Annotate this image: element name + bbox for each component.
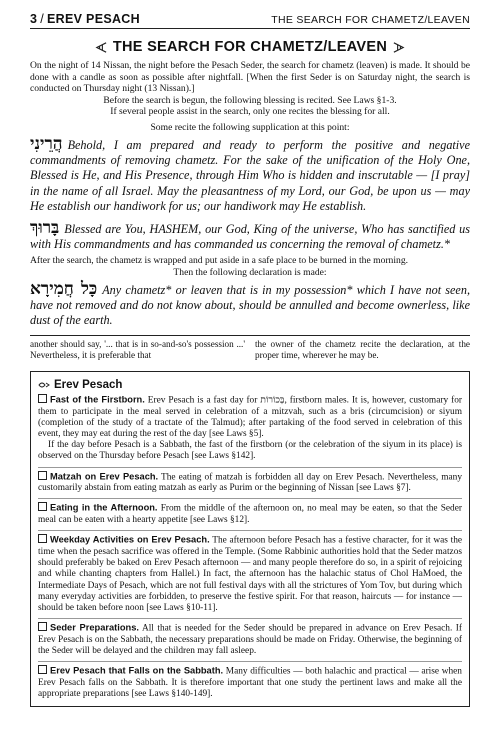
intro-paragraph: On the night of 14 Nissan, the night before the Pesach Seder, the search for chametz (leaven) is made. It should be done with a candle as soon as possible after nightfall. [When the first Seder is on Saturday night, the search is conducted on Thursday night (13 Nissan).]	[30, 60, 470, 95]
running-header	[30, 12, 470, 29]
law-text: The eating of matzah is forbidden all day on Erev Pesach. Nevertheless, many customarily abstain from eating matzah as early as Purim or the beginning of Nissan [see Laws §7].	[38, 472, 462, 494]
checkbox-square-icon	[38, 502, 47, 511]
law-text: Erev Pesach is a fast day for בְּכוֹרוֹת, firstborn males. It is, however, customary for them to participate in the meal served in celebration of a mitzvah, such as a bris (circumcision) or siyum (completion of the study of a tractate of the Talmud); after partaking of the food served in celebration of this event, they may eat during the rest of the day [see Laws §5].	[38, 395, 462, 439]
law-extra: If the day before Pesach is a Sabbath, the fast of the firstborn (or the celebration of the siyum in its place) is observed on the Thursday before Pesach [see Laws §142].	[38, 440, 462, 462]
checkbox-square-icon	[38, 394, 47, 403]
hebrew-word: כָּל חֲמִירָא	[30, 278, 98, 299]
law-text: Many difficulties — both halachic and practical — arise when Erev Pesach falls on the Sabbath. It is therefore important that one study the pertinent laws and make all the appropriate preparations [see Laws §140-149].	[38, 666, 462, 700]
after-search-note: After the search, the chametz is wrapped and put aside in a safe place to be burned in the morning.	[30, 255, 409, 267]
law-heading: Weekday Activities on Erev Pesach.	[50, 534, 210, 545]
hebrew-word: הֲרֵינִי	[30, 133, 63, 154]
law-item-fast-firstborn	[38, 394, 462, 463]
footnote-left: another should say, '... that is in so-and-so's possession ...' Nevertheless, it is preferable that	[30, 338, 245, 360]
intro-blessing-note: Before the search is begun, the following blessing is recited. See Laws §1-3.	[103, 94, 397, 106]
law-item-matzah	[38, 471, 462, 495]
footnote-divider	[30, 335, 470, 336]
prayer-hareini	[30, 133, 470, 215]
header-running-title: THE SEARCH FOR CHAMETZ/LEAVEN	[271, 14, 470, 26]
law-item-eating-afternoon	[38, 502, 462, 526]
page-title: THE SEARCH FOR CHAMETZ/LEAVEN	[112, 39, 388, 55]
law-text: The afternoon before Pesach has a festive character, for it was the time when the pesach sacrifice was offered in the Temple. (Some Rabbinic authorities hold that the Seder matzos should preferably be baked on Erev Pesach afternoon — and many people therefore do so, in a spirit of rejoicing and while chanting chapters from Hallel.) In fact, the afternoon has the halachic status of Chol HaMoed, the Intermediate Days of Pesach, which are not full festival days with all the strictures of Yom Tov, but during which many everyday activities are forbidden, to preserve the festive spirit. For that reason, haircuts — for instance — should be taken before noon [see Laws §10-11].	[38, 535, 463, 614]
ornament-icon	[38, 380, 50, 390]
law-item-weekday-activities	[38, 534, 462, 614]
page-number: 3	[30, 12, 38, 26]
header-left: 3 / EREV PESACH	[30, 12, 140, 26]
prayer-baruch	[30, 217, 470, 253]
box-title: Erev Pesach	[54, 378, 123, 391]
ornament-right-icon	[392, 40, 407, 55]
box-heading	[38, 379, 462, 391]
declaration-note: Then the following declaration is made:	[173, 267, 327, 278]
prayer-text: Any chametz* or leaven that is in my possession* which I have not seen, have not removed and do not know about, should be annulled and become ownerless, like dust of the earth.	[30, 282, 470, 328]
footnotes	[30, 339, 470, 361]
hebrew-word: בָּרוּךְ	[30, 217, 60, 238]
laws-box	[30, 371, 470, 708]
law-heading: Erev Pesach that Falls on the Sabbath.	[50, 665, 224, 676]
footnote-right: the owner of the chametz recite the declaration, at the proper time, wherever he may be.	[255, 338, 470, 360]
prayer-text: Behold, I am prepared and ready to perform the positive and negative commandments of removing chametz. For the sake of the unification of the Holy One, Blessed is He, and His Presence, through Him Who is hidden and inscrutable — [I pray] in the name of all Israel. May the pleasantness of my Lord, our God, be upon us — may He establish our handiwork for us; our handiwork may He establish.	[30, 137, 470, 214]
intro-several-note: If several people assist in the search, only one recites the blessing for all.	[110, 106, 390, 118]
prayer-kol-chamira	[30, 278, 470, 329]
law-text: From the middle of the afternoon on, no meal may be eaten, so that the Seder meal can be eaten with a hearty appetite [see Laws §12].	[38, 503, 462, 526]
law-heading: Eating in the Afternoon.	[50, 502, 158, 513]
law-heading: Matzah on Erev Pesach.	[50, 471, 159, 482]
item-divider	[38, 530, 462, 531]
supplication-note: Some recite the following supplication at this point:	[150, 121, 350, 133]
title-row	[30, 39, 470, 55]
item-divider	[38, 498, 462, 499]
prayer-text: Blessed are You, HASHEM, our God, King of the universe, Who has sanctified us with His commandments and has commanded us concerning the removal of chametz.*	[30, 221, 470, 251]
item-divider	[38, 618, 462, 619]
checkbox-square-icon	[38, 471, 47, 480]
checkbox-square-icon	[38, 622, 47, 631]
checkbox-square-icon	[38, 534, 47, 543]
law-heading: Seder Preparations.	[50, 622, 139, 633]
checkbox-square-icon	[38, 665, 47, 674]
ornament-left-icon	[93, 40, 108, 55]
law-item-sabbath	[38, 665, 462, 700]
header-section: EREV PESACH	[47, 12, 140, 26]
item-divider	[38, 661, 462, 662]
page	[30, 12, 470, 707]
law-item-seder-preparations	[38, 622, 462, 657]
item-divider	[38, 467, 462, 468]
law-text: All that is needed for the Seder should be prepared in advance on Erev Pesach. If Erev Pesach is on the Sabbath, the necessary preparations should be made on Friday. Otherwise, the beginning of the Seder will be delayed and the children may fall asleep.	[38, 623, 463, 657]
law-heading: Fast of the Firstborn.	[50, 394, 145, 405]
